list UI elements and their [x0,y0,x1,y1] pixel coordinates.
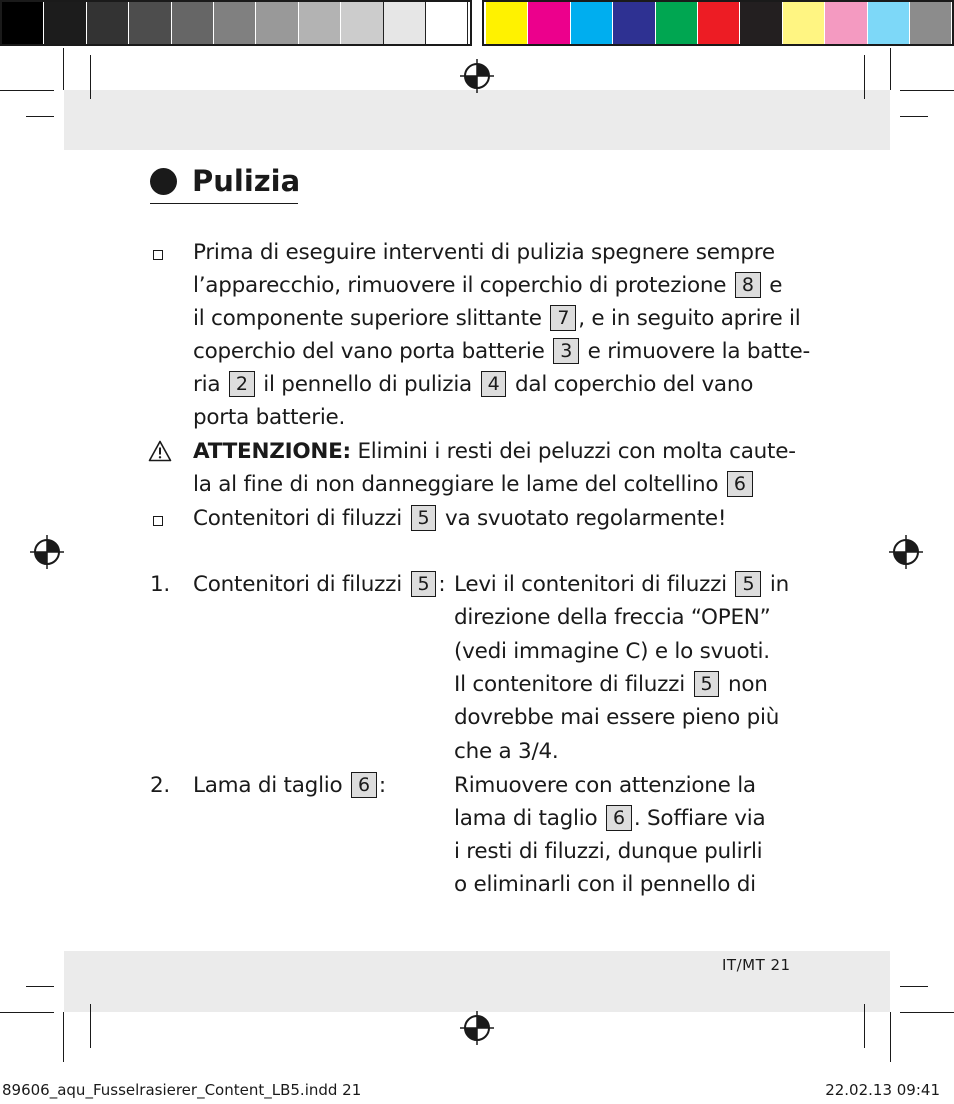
color-swatch [910,2,951,44]
text-line: la al fine di non danneggiare le lame del coltellino 6 [193,468,755,501]
registration-mark-icon [30,535,64,569]
ref-number: 5 [735,571,761,597]
color-swatch [868,2,909,44]
text-line: ATTENZIONE: Elimini i resti dei peluzzi con molta caute- [193,439,796,464]
text-line: lama di taglio 6 . Soffiare via [454,806,766,831]
registration-mark-icon [460,1011,494,1045]
text-line: il componente superiore slittante 7 , e in seguito aprire il [193,306,801,331]
square-bullet-icon [153,516,163,526]
heading-bullet-icon [150,168,177,195]
text-line: Rimuovere con attenzione la [454,773,756,798]
grey-swatch [2,2,43,44]
grey-swatch [426,2,467,44]
grey-swatch [172,2,213,44]
ref-number: 5 [411,571,437,597]
text-line: Levi il contenitori di filuzzi 5 in [454,572,790,597]
ref-number: 2 [229,371,255,397]
page-number: IT/MT 21 [722,956,791,974]
title-underline [150,203,298,204]
warning-label: ATTENZIONE: [193,439,351,464]
color-swatch [656,2,697,44]
text-line: (vedi immagine C) e lo svuoti. [454,639,770,664]
color-swatch [486,2,527,44]
ref-number: 4 [481,371,507,397]
grey-swatch [256,2,297,44]
text-line: direzione della freccia “OPEN” [454,605,771,630]
ref-number: 3 [553,338,579,364]
step-label: Contenitori di filuzzi 5 : [193,572,446,597]
page-title: Pulizia [192,164,301,198]
grey-swatch [129,2,170,44]
step-label: Lama di taglio 6 : [193,773,386,798]
ref-number: 6 [727,471,753,497]
grey-swatch [299,2,340,44]
square-bullet-icon [153,250,163,260]
text-line: Prima di eseguire interventi di pulizia spegnere sempre [193,240,775,265]
text-line: l’apparecchio, rimuovere il coperchio di protezione 8 e [193,273,783,298]
grey-swatch [44,2,85,44]
slug-filename: 89606_aqu_Fusselrasierer_Content_LB5.indd 21 [2,1081,362,1099]
slug-date: 22.02.13 09:41 [825,1081,940,1099]
grey-swatch [87,2,128,44]
color-swatch [528,2,569,44]
color-swatch [783,2,824,44]
registration-mark-icon [889,535,923,569]
ref-number: 6 [606,805,632,831]
ref-number: 5 [411,505,437,531]
grey-swatch [384,2,425,44]
grey-swatch [214,2,255,44]
text-line: o eliminarli con il pennello di [454,872,756,897]
ref-number: 6 [351,772,377,798]
text-line: che a 3/4. [454,739,559,764]
note-line: Contenitori di filuzzi 5 va svuotato regolarmente! [193,506,727,531]
ref-number: 7 [550,305,576,331]
text-line: coperchio del vano porta batterie 3 e rimuovere la batte- [193,339,811,364]
text-line: Il contenitore di filuzzi 5 non [454,672,768,697]
step-number: 1. [150,572,171,597]
text-line: porta batterie. [193,405,346,430]
ref-number: 5 [694,671,720,697]
color-swatch [740,2,781,44]
registration-mark-icon [460,59,494,93]
color-swatch [613,2,654,44]
warning-triangle-icon [148,440,172,462]
color-swatch [825,2,866,44]
text-line: ria 2 il pennello di pulizia 4 dal coperchio del vano [193,372,754,397]
ref-number: 8 [735,272,761,298]
header-band [64,90,890,150]
color-swatch [698,2,739,44]
color-swatch [571,2,612,44]
text-line: dovrebbe mai essere pieno più [454,705,780,730]
grey-swatch [341,2,382,44]
text-line: i resti di filuzzi, dunque pulirli [454,839,763,864]
step-number: 2. [150,773,171,798]
